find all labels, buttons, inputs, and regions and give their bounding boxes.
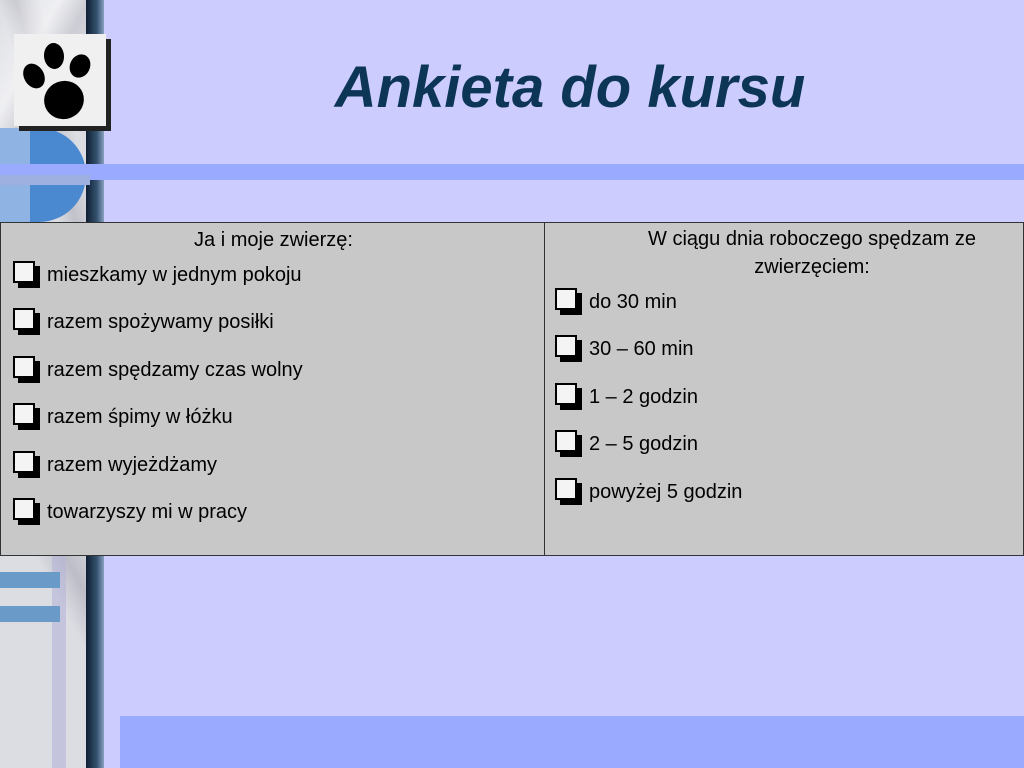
survey-column-time xyxy=(545,223,1023,555)
lower-accent-bar-2 xyxy=(0,606,60,622)
column-header: W ciągu dnia roboczego spędzam ze zwierzęciem: xyxy=(648,228,976,278)
option-label: razem wyjeżdżamy xyxy=(47,453,218,476)
option-list xyxy=(545,281,1023,522)
option-label: mieszkamy w jednym pokoju xyxy=(47,264,302,286)
list-item[interactable] xyxy=(545,427,1023,474)
survey-table xyxy=(0,222,1024,556)
option-label: 30 – 60 min xyxy=(589,338,694,361)
option-label: razem śpimy w łóżku xyxy=(47,406,233,429)
option-list xyxy=(1,254,544,542)
checkbox-icon[interactable] xyxy=(555,383,581,409)
list-item[interactable] xyxy=(545,380,1023,427)
list-item[interactable] xyxy=(1,305,544,352)
option-label: 2 – 5 godzin xyxy=(589,433,698,456)
checkbox-icon[interactable] xyxy=(555,478,581,504)
list-item[interactable] xyxy=(1,353,544,400)
checkbox-icon[interactable] xyxy=(13,261,39,287)
checkbox-icon[interactable] xyxy=(13,356,39,382)
checkbox-icon[interactable] xyxy=(13,451,39,477)
option-label: do 30 min xyxy=(589,291,677,313)
page-title: Ankieta do kursu xyxy=(334,55,806,120)
column-header: Ja i moje zwierzę: xyxy=(194,229,353,251)
option-label: razem spędzamy czas wolny xyxy=(47,358,303,381)
checkbox-icon[interactable] xyxy=(13,308,39,334)
header-divider-accent xyxy=(0,175,90,185)
checkbox-icon[interactable] xyxy=(555,335,581,361)
header-divider-bar xyxy=(0,164,1024,180)
option-label: 1 – 2 godzin xyxy=(589,385,698,408)
checkbox-icon[interactable] xyxy=(13,498,39,524)
list-item[interactable] xyxy=(1,495,544,542)
list-item[interactable] xyxy=(1,258,544,305)
option-label: towarzyszy mi w pracy xyxy=(47,500,248,523)
list-item[interactable] xyxy=(545,475,1023,522)
checkbox-icon[interactable] xyxy=(13,403,39,429)
paw-print-logo xyxy=(14,34,106,126)
paw-print-icon xyxy=(14,34,106,126)
checkbox-icon[interactable] xyxy=(555,288,581,314)
checkbox-icon[interactable] xyxy=(555,430,581,456)
list-item[interactable] xyxy=(1,448,544,495)
lower-accent-bar-1 xyxy=(0,572,60,588)
survey-column-relationship xyxy=(1,223,545,555)
list-item[interactable] xyxy=(545,285,1023,332)
option-label: powyżej 5 godzin xyxy=(589,480,743,503)
option-label: razem spożywamy posiłki xyxy=(47,311,274,334)
list-item[interactable] xyxy=(545,332,1023,379)
list-item[interactable] xyxy=(1,400,544,447)
footer-bar xyxy=(120,716,1024,768)
